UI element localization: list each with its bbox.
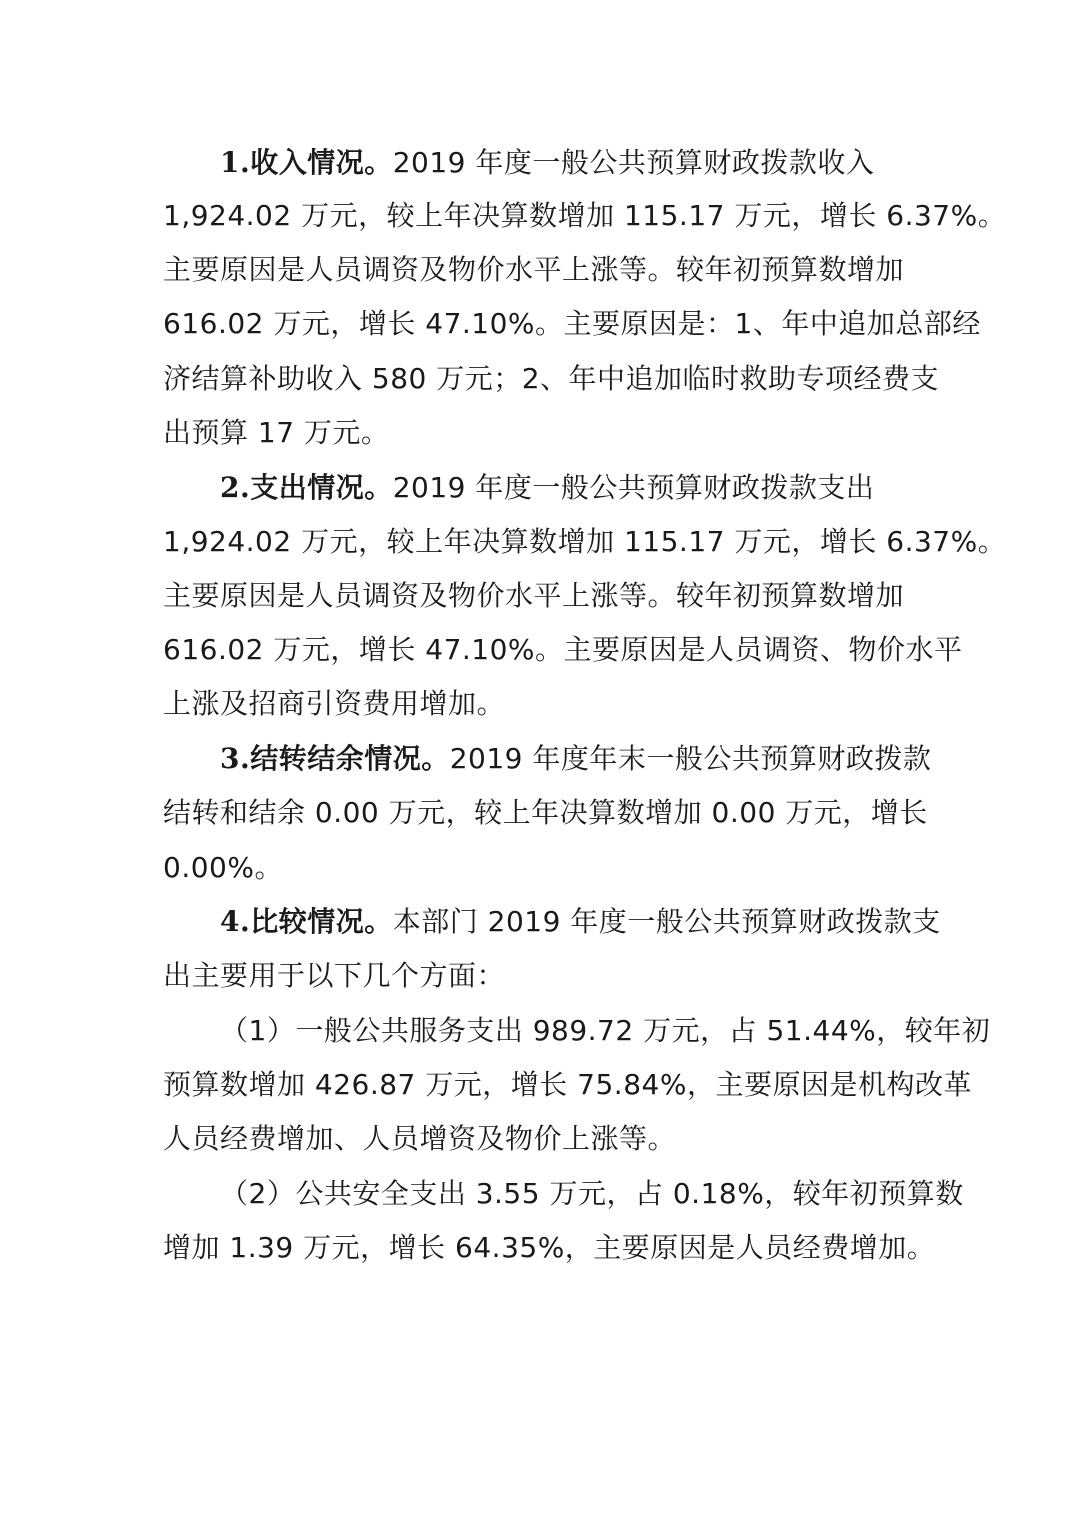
- body-line: 主要原因是人员调资及物价水平上涨等。较年初预算数增加: [163, 579, 905, 612]
- body-line: 增加 1.39 万元，增长 64.35%，主要原因是人员经费增加。: [163, 1231, 936, 1264]
- item-2-first-line: （2）公共安全支出 3.55 万元，占 0.18%，较年初预算数: [220, 1177, 964, 1210]
- section-2-heading: 2.支出情况。: [220, 471, 393, 504]
- section-4-first-line: [220, 902, 941, 942]
- body-line: 616.02 万元，增长 47.10%。主要原因是人员调资、物价水平: [163, 633, 963, 666]
- body-line: 出预算 17 万元。: [163, 416, 390, 449]
- item-1-first-line: （1）一般公共服务支出 989.72 万元，占 51.44%，较年初: [220, 1014, 991, 1047]
- body-line: 济结算补助收入 580 万元；2、年中追加临时救助专项经费支: [163, 362, 940, 395]
- section-3-first-line: [220, 739, 931, 779]
- body-line: 1,924.02 万元，较上年决算数增加 115.17 万元，增长 6.37%。: [163, 525, 1007, 558]
- section-2-text: 2019 年度一般公共预算财政拨款支出: [392, 471, 875, 504]
- section-3-text: 2019 年度年末一般公共预算财政拨款: [449, 742, 932, 775]
- body-line: 1,924.02 万元，较上年决算数增加 115.17 万元，增长 6.37%。: [163, 199, 1007, 232]
- body-line: 616.02 万元，增长 47.10%。主要原因是：1、年中追加总部经: [163, 307, 981, 340]
- body-line: 上涨及招商引资费用增加。: [163, 687, 506, 720]
- body-line: 出主要用于以下几个方面：: [163, 959, 506, 992]
- body-line: 人员经费增加、人员增资及物价上涨等。: [163, 1122, 677, 1155]
- section-1-first-line: [220, 143, 874, 183]
- section-1-heading: 1.收入情况。: [220, 146, 393, 179]
- section-4-heading: 4.比较情况。: [220, 905, 393, 938]
- section-4-text: 本部门 2019 年度一般公共预算财政拨款支: [392, 905, 941, 938]
- section-2-first-line: [220, 468, 874, 508]
- section-1-text: 2019 年度一般公共预算财政拨款收入: [392, 146, 875, 179]
- body-line: 结转和结余 0.00 万元，较上年决算数增加 0.00 万元，增长: [163, 796, 928, 829]
- section-3-heading: 3.结转结余情况。: [220, 742, 450, 775]
- body-line: 预算数增加 426.87 万元，增长 75.84%，主要原因是机构改革: [163, 1068, 972, 1101]
- body-line: 主要原因是人员调资及物价水平上涨等。较年初预算数增加: [163, 253, 905, 286]
- body-line: 0.00%。: [163, 851, 283, 884]
